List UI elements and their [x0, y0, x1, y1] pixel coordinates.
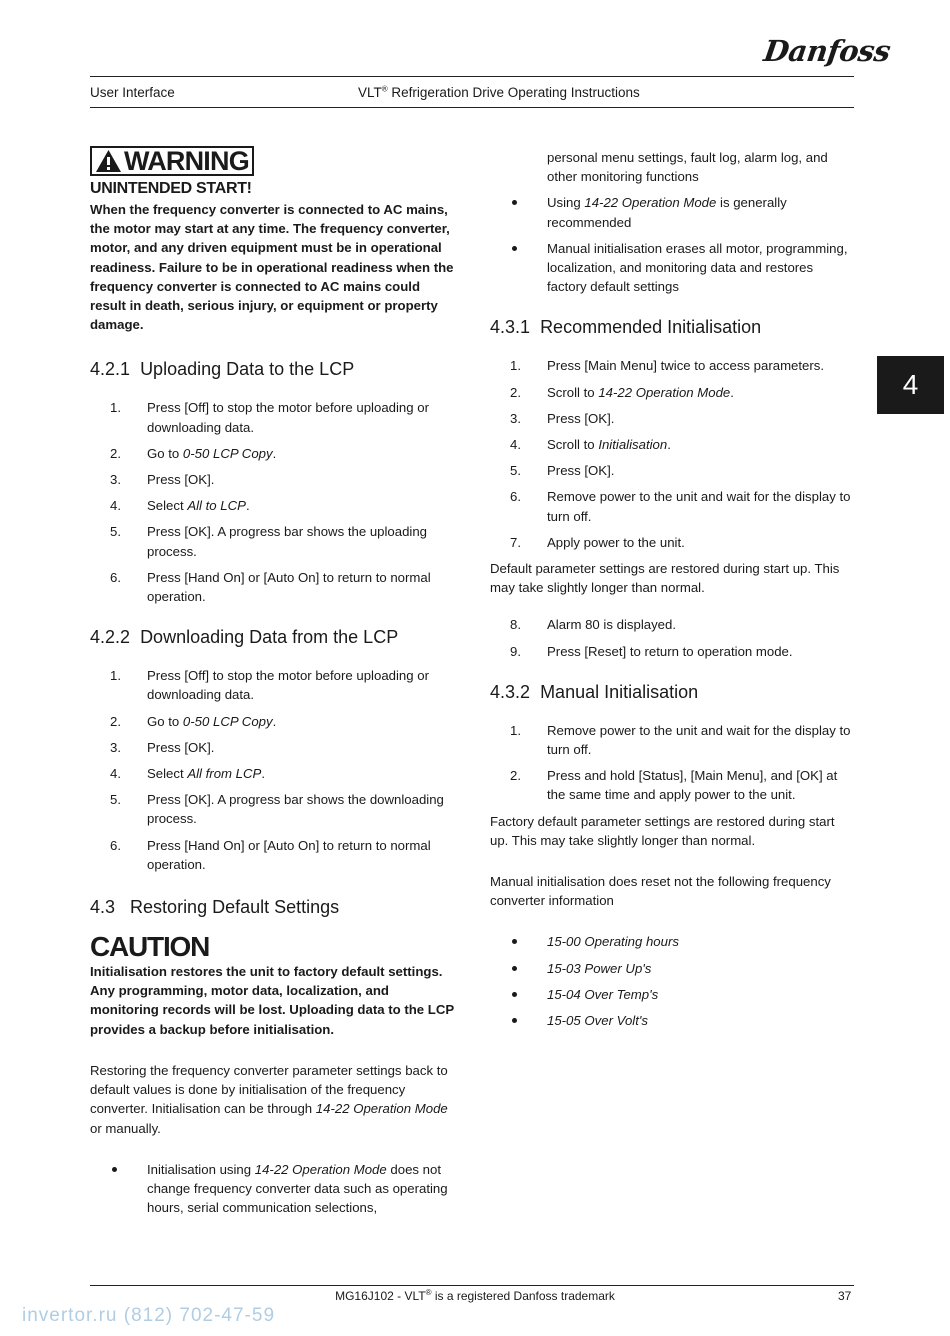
- list-item: 4. Select All from LCP.: [110, 766, 266, 782]
- list-item: 2. Press and hold [Status], [Main Menu], and [OK] at the same time and apply power to the unit.: [510, 768, 838, 803]
- steps-4-3-1-cont: [490, 615, 854, 660]
- bullet-icon: [512, 992, 517, 997]
- steps-4-3-2: [490, 721, 854, 805]
- bullet-icon: [512, 246, 517, 251]
- page-number: 37: [838, 1289, 852, 1303]
- default-restore-note: Default parameter settings are restored during start up. This may take slightly longer than normal.: [490, 561, 840, 596]
- bullet-icon: [112, 1167, 117, 1172]
- list-item: 3. Press [OK].: [510, 410, 615, 426]
- list-item: 15-04 Over Temp's: [490, 985, 854, 1004]
- left-column: [90, 146, 454, 1224]
- list-item: 7. Apply power to the unit.: [510, 534, 685, 550]
- list-item: 8. Alarm 80 is displayed.: [510, 617, 677, 633]
- list-item: 2. Go to 0-50 LCP Copy.: [110, 713, 277, 729]
- warning-subtitle: UNINTENDED START!: [90, 180, 252, 197]
- heading-4-3: 4.3 Restoring Default Settings: [90, 897, 340, 918]
- footer-trademark: MG16J102 - VLT® is a registered Danfoss trademark: [335, 1288, 615, 1303]
- list-item: 2. Go to 0-50 LCP Copy.: [110, 445, 277, 461]
- list-item: 15-03 Power Up's: [490, 959, 854, 978]
- heading-4-3-2: 4.3.2 Manual Initialisation: [490, 681, 699, 702]
- restore-bullets-left: [90, 1160, 454, 1218]
- list-item: 6. Remove power to the unit and wait for the display to turn off.: [510, 489, 851, 524]
- footer-rule: [90, 1285, 854, 1286]
- list-item: Manual initialisation erases all motor, programming, localization, and monitoring data and restores factory default settings: [490, 239, 854, 297]
- list-item: 5. Press [OK]. A progress bar shows the uploading process.: [110, 524, 428, 559]
- factory-restore-note: Factory default parameter settings are restored during start up. This may take slightly longer than normal.: [490, 813, 835, 848]
- bullet-icon: [512, 200, 517, 205]
- list-item: 6. Press [Hand On] or [Auto On] to return to normal operation.: [110, 569, 431, 605]
- list-item: 15-05 Over Volt's: [490, 1011, 854, 1030]
- list-item: 1. Remove power to the unit and wait for the display to turn off.: [510, 722, 851, 758]
- warning-triangle-icon: [95, 149, 122, 173]
- preserved-parameters-list: [490, 932, 854, 1030]
- list-item: Initialisation using 14-22 Operation Mode does not change frequency converter data such as operating hours, serial communication selections,: [90, 1160, 454, 1218]
- warning-label-box: [90, 146, 254, 176]
- heading-4-3-1: 4.3.1 Recommended Initialisation: [490, 317, 762, 338]
- bullet-continuation: personal menu settings, fault log, alarm log, and other monitoring functions: [547, 150, 828, 185]
- list-item: 1. Press [Main Menu] twice to access parameters.: [510, 358, 825, 374]
- restore-bullets-right: [490, 193, 854, 296]
- right-column: [490, 148, 854, 1037]
- list-item: 3. Press [OK].: [110, 739, 215, 755]
- header-rule-top: [90, 76, 854, 77]
- header-section-name: User Interface: [90, 85, 175, 100]
- bullet-icon: [512, 1018, 517, 1023]
- heading-4-2-2: 4.2.2 Downloading Data from the LCP: [90, 627, 399, 648]
- list-item: 1. Press [Off] to stop the motor before uploading or downloading data.: [110, 400, 429, 435]
- steps-4-2-2: [90, 666, 454, 874]
- list-item: 5. Press [OK].: [510, 463, 615, 479]
- danfoss-logo: Danfoss: [761, 34, 893, 68]
- restore-intro-paragraph: Restoring the frequency converter parameter settings back to default values is done by initialisation of the frequency converter. Initialisation can be through 14-22 Operation Mode or manually.: [90, 1062, 448, 1136]
- bullet-icon: [512, 966, 517, 971]
- watermark: invertor.ru (812) 702-47-59: [22, 1305, 276, 1326]
- steps-4-2-1: [90, 398, 454, 606]
- warning-label: WARNING: [124, 146, 249, 176]
- list-item: 4. Select All to LCP.: [110, 498, 250, 514]
- list-item: 15-00 Operating hours: [490, 932, 854, 951]
- header-document-title: VLT® Refrigeration Drive Operating Instructions: [358, 84, 640, 100]
- list-item: 4. Scroll to Initialisation.: [510, 437, 671, 453]
- manual-init-note: Manual initialisation does reset not the following frequency converter information: [490, 874, 831, 909]
- list-item: 6. Press [Hand On] or [Auto On] to return to normal operation.: [110, 837, 431, 872]
- heading-4-2-1: 4.2.1 Uploading Data to the LCP: [90, 359, 355, 380]
- list-item: Using 14-22 Operation Mode is generally recommended: [490, 193, 854, 231]
- list-item: 1. Press [Off] to stop the motor before uploading or downloading data.: [110, 668, 429, 703]
- warning-body: When the frequency converter is connected to AC mains, the motor may start at any time. The frequency converter, motor, and any driven equipment must be in operational readiness. Failure to be in operational readiness when the frequency converter is connected to AC mains could result in death, serious injury, or equipment or property damage.: [90, 202, 454, 333]
- list-item: 9. Press [Reset] to return to operation mode.: [510, 643, 793, 659]
- caution-body: Initialisation restores the unit to factory default settings. Any programming, motor data, localization, and monitoring records will be lost. Uploading data to the LCP provides a backup before initialisation.: [90, 964, 454, 1037]
- bullet-icon: [512, 939, 517, 944]
- steps-4-3-1: [490, 356, 854, 552]
- header-rule-bottom: [90, 107, 854, 108]
- list-item: 5. Press [OK]. A progress bar shows the downloading process.: [110, 792, 444, 827]
- caution-label: CAUTION: [90, 931, 210, 963]
- list-item: 2. Scroll to 14-22 Operation Mode.: [510, 384, 734, 400]
- list-item: 3. Press [OK].: [110, 472, 215, 488]
- chapter-tab: 4: [877, 356, 944, 414]
